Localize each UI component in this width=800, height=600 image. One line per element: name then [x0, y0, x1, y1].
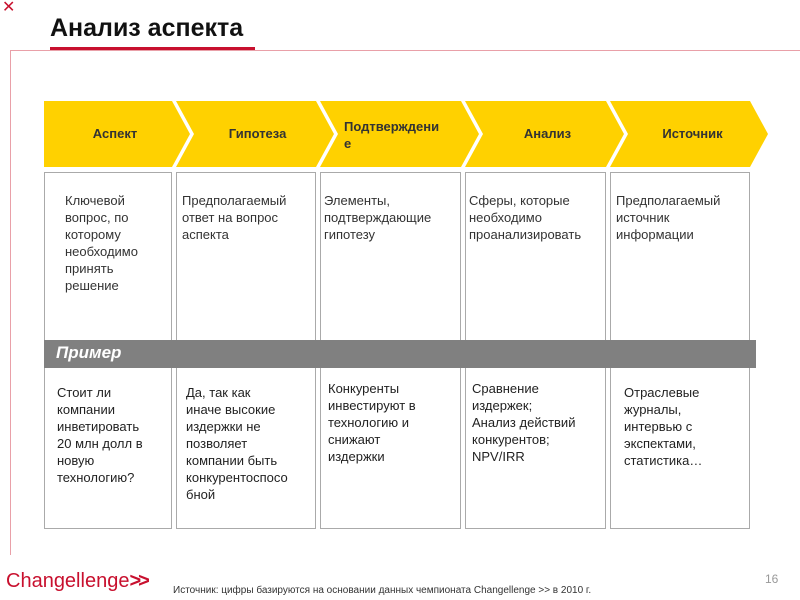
source-note: Источник: цифры базируются на основании данных чемпионата Changellenge >> в 2010 г. [173, 585, 592, 596]
step-label-source: Источник [662, 126, 723, 141]
brand-arrows-icon: >> [129, 570, 147, 592]
example-label: Пример [56, 343, 122, 362]
step-label-confirmation: Подтверждени е [344, 119, 440, 151]
description-aspect: Ключевой вопрос, по которому необходимо принять решение [65, 193, 138, 293]
description-confirmation: Элементы, подтверждающие гипотезу [324, 193, 432, 242]
example-aspect: Стоит ли компании инветировать 20 млн долл в новую технологию? [57, 385, 143, 485]
step-label-aspect: Аспект [92, 126, 138, 141]
page-number: 16 [765, 572, 779, 586]
example-bar [44, 340, 756, 368]
description-hypothesis: Предполагаемый ответ на вопрос аспекта [182, 193, 287, 242]
brand-logo [6, 570, 147, 593]
page-title: Анализ аспекта [50, 14, 244, 42]
brand-name: Changellenge [6, 570, 130, 592]
step-label-analysis: Анализ [523, 126, 572, 141]
step-label-hypothesis: Гипотеза [228, 126, 287, 141]
example-source: Отраслевые журналы, интервью с экспектами, статистика… [624, 385, 703, 468]
process-chevron-bar [0, 0, 800, 180]
example-confirmation: Конкуренты инвестируют в технологию и снижают издержки [328, 381, 416, 464]
description-analysis: Сферы, которые необходимо проанализировать [469, 193, 582, 242]
close-icon: ✕ [2, 0, 16, 16]
example-hypothesis: Да, так как иначе высокие издержки не позволяет компании быть конкурентоспосо бной [186, 385, 288, 502]
example-analysis: Сравнение издержек; Анализ действий конкурентов; NPV/IRR [472, 381, 576, 464]
description-source: Предполагаемый источник информации [616, 193, 721, 242]
